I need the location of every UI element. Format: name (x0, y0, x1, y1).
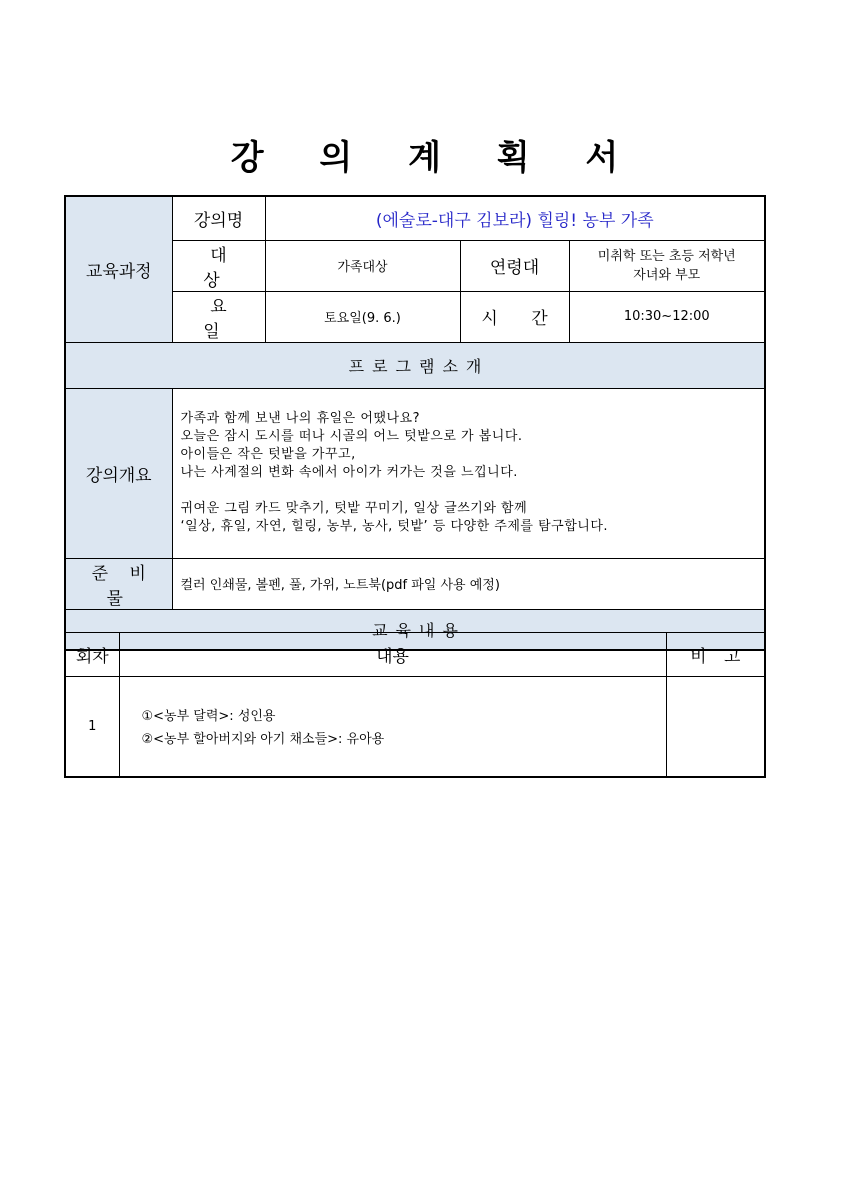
age-line-1: 미취학 또는 초등 저학년 (597, 248, 736, 264)
education-table (64, 632, 766, 778)
col-content-header: 내용 (119, 633, 666, 677)
program-intro-header: 프로그램소개 (65, 342, 765, 388)
session-note (666, 677, 765, 777)
col-note-header: 비 고 (666, 633, 765, 677)
overview-line: ‘일상, 휴일, 자연, 힐링, 농부, 농사, 텃밭’ 등 다양한 주제를 탐구합니다. (180, 519, 609, 534)
target-value: 가족대상 (265, 240, 460, 291)
age-value (569, 240, 765, 291)
overview-line: 귀여운 그림 카드 맞추기, 텃밭 꾸미기, 일상 글쓰기와 함께 (180, 501, 528, 516)
session-number: 1 (65, 677, 119, 777)
day-label: 요 일 (172, 291, 265, 342)
day-value: 토요일(9. 6.) (265, 291, 460, 342)
overview-text (172, 388, 765, 558)
time-value: 10:30~12:00 (569, 291, 765, 342)
materials-value: 컬러 인쇄물, 볼펜, 풀, 가위, 노트북(pdf 파일 사용 예정) (172, 558, 765, 609)
course-section-label: 교육과정 (65, 196, 172, 342)
table-row (65, 677, 765, 777)
time-label: 시 간 (460, 291, 569, 342)
overview-line: 아이들은 작은 텃밭을 가꾸고, (180, 447, 356, 462)
session-content (119, 677, 666, 777)
overview-line: 가족과 함께 보낸 나의 휴일은 어땠나요? (180, 411, 420, 426)
age-label: 연령대 (460, 240, 569, 291)
col-session-header: 회차 (65, 633, 119, 677)
age-line-2: 자녀와 부모 (633, 267, 701, 283)
education-header: 교육내용 (65, 609, 765, 650)
target-label: 대 상 (172, 240, 265, 291)
course-name-label: 강의명 (172, 196, 265, 240)
overview-label: 강의개요 (65, 388, 172, 558)
course-info-table (64, 195, 766, 651)
page-title: 강 의 계 획 서 (230, 138, 641, 178)
content-line-1: ①<농부 달력>: 성인용 (141, 709, 276, 725)
overview-line: 오늘은 잠시 도시를 떠나 시골의 어느 텃밭으로 가 봅니다. (180, 429, 523, 444)
materials-label: 준 비 물 (65, 558, 172, 609)
overview-line: 나는 사계절의 변화 속에서 아이가 커가는 것을 느낍니다. (180, 465, 518, 480)
course-name: (에술로-대구 김보라) 힐링! 농부 가족 (265, 196, 765, 240)
content-line-2: ②<농부 할아버지와 아기 채소들>: 유아용 (141, 732, 385, 748)
